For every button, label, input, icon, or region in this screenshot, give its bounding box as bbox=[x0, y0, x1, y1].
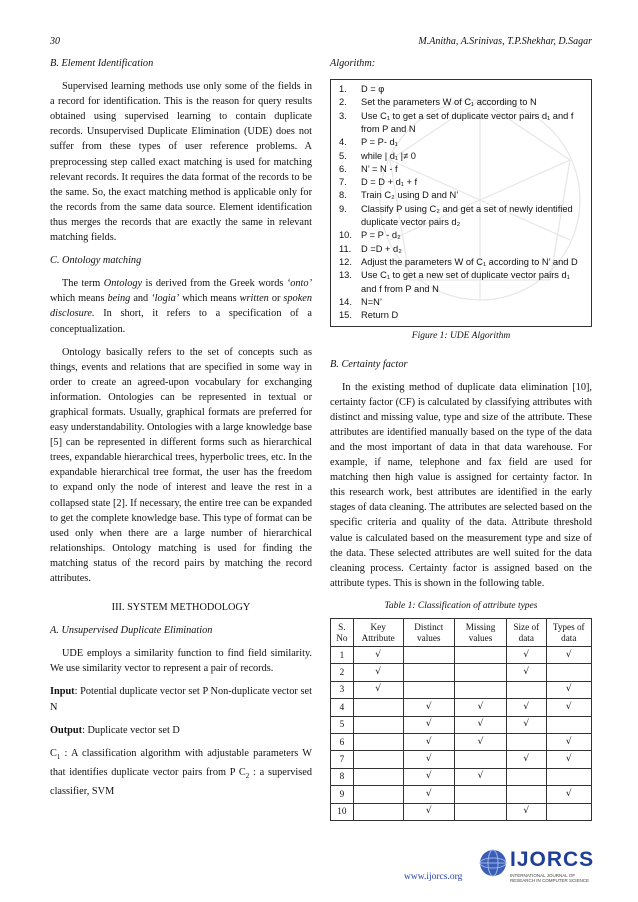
table-cell bbox=[353, 751, 403, 768]
table-cell bbox=[455, 647, 507, 664]
table-cell: 7 bbox=[331, 751, 354, 768]
algorithm-step-text: Classify P using C₂ and get a set of newly identified duplicate vector pairs d₂ bbox=[361, 203, 573, 228]
table-header-cell: Distinct values bbox=[403, 619, 455, 647]
algorithm-step-text: Use C₁ to get a set of duplicate vector pairs d₁ and f from P and N bbox=[361, 110, 574, 134]
algorithm-step-number: 1. bbox=[339, 84, 347, 95]
table-cell: √ bbox=[403, 786, 455, 803]
table-cell: √ bbox=[403, 716, 455, 733]
table-cell: 6 bbox=[331, 733, 354, 750]
table-cell: 2 bbox=[331, 664, 354, 681]
algorithm-step-text: D =D + d₂ bbox=[361, 243, 402, 254]
algorithm-step-text: Train C₂ using D and N’ bbox=[361, 190, 459, 201]
table-cell: √ bbox=[507, 803, 546, 820]
table-cell: √ bbox=[455, 733, 507, 750]
table-cell bbox=[507, 786, 546, 803]
table-cell bbox=[546, 803, 592, 820]
table-cell: √ bbox=[455, 768, 507, 785]
table-cell bbox=[455, 786, 507, 803]
table-cell: √ bbox=[507, 699, 546, 716]
table-cell: √ bbox=[455, 699, 507, 716]
table-row bbox=[331, 647, 592, 664]
table-row bbox=[331, 751, 592, 768]
algorithm-step-text: Set the parameters W of C₁ according to N bbox=[361, 97, 537, 108]
table-header-row bbox=[331, 619, 592, 647]
table-cell: √ bbox=[455, 716, 507, 733]
table-cell: 9 bbox=[331, 786, 354, 803]
section-title: A. Unsupervised Duplicate Elimination bbox=[50, 625, 213, 637]
paragraph: In the existing method of duplicate data elimination [10], certainty factor (CF) is calculated by classifying attributes with distinct and missing value, type and size of the attribute. These attributes are identified manually based on the type of the data and the most important of data in that data warehouse. For example, if name, telephone and fax field are used for matching then high value is assigned for certainty factor. In this research work, best attributes are identified in the early stages of data cleaning. The attributes are selected based on the specific criteria and quality of the data. Attribute threshold value is calculated based on the measurement type and size of the data. These selected attributes are well suited for the data cleaning process. Certainty factor is assigned based on the attribute types. This is shown in the following table. bbox=[330, 381, 592, 589]
right-column bbox=[330, 56, 592, 821]
table-cell: √ bbox=[353, 647, 403, 664]
logo-subtitle: INTERNATIONAL JOURNAL OF RESEARCH IN COMPUTER SCIENCE bbox=[510, 873, 590, 883]
attribute-table bbox=[330, 618, 592, 821]
table-header-cell: S. No bbox=[331, 619, 354, 647]
figure-caption: Figure 1: UDE Algorithm bbox=[411, 331, 511, 342]
table-row bbox=[331, 768, 592, 785]
table-cell: √ bbox=[353, 664, 403, 681]
journal-logo bbox=[478, 846, 598, 886]
paragraph: The term Ontology is derived from the Greek words ‘onto’ which means being and ‘logia’ which means written or spoken disclosure. In short, it refers to a specification of a conceptualization. bbox=[50, 278, 312, 335]
table-cell: √ bbox=[507, 751, 546, 768]
algorithm-step-number: 3. bbox=[339, 110, 347, 121]
algorithm-step bbox=[339, 110, 581, 137]
table-cell: √ bbox=[546, 681, 592, 698]
table-row bbox=[331, 733, 592, 750]
algorithm-step-text: Return D bbox=[361, 310, 399, 321]
table-cell bbox=[507, 681, 546, 698]
table-row bbox=[331, 803, 592, 820]
table-cell: √ bbox=[403, 733, 455, 750]
table-cell bbox=[353, 768, 403, 785]
page-number: 30 bbox=[50, 36, 60, 47]
table-row bbox=[331, 681, 592, 698]
algorithm-step-number: 5. bbox=[339, 150, 347, 161]
table-cell bbox=[403, 664, 455, 681]
table-cell: 3 bbox=[331, 681, 354, 698]
algorithm-step-number: 14. bbox=[339, 296, 352, 307]
algorithm-step-number: 2. bbox=[339, 97, 347, 108]
algorithm-step-text: N’ = N - f bbox=[361, 163, 398, 174]
table-cell: √ bbox=[546, 733, 592, 750]
algorithm-step bbox=[339, 176, 581, 189]
table-cell: √ bbox=[546, 751, 592, 768]
algorithm-step bbox=[339, 256, 581, 269]
algorithm-step-text: Use C₁ to get a new set of duplicate vector pairs d₁ and f from P and N bbox=[361, 270, 570, 294]
left-column bbox=[50, 56, 312, 807]
algorithm-step bbox=[339, 243, 581, 256]
table-cell: 5 bbox=[331, 716, 354, 733]
paragraph: Supervised learning methods use only some of the fields in a record for identification. This is the reason for query results obtained using supervised learning to contain duplicate records. Unsupervised Duplicate Elimination (UDE) does not suffer from these types of user reference problems. A preprocessing step called exact matching is used for matching relevant records. It requires the data format of the records to be the same. So, the exact matching method is applicable only for the records from the same data source. Element identification thus merges the records that are exactly the same in relevant matching fields. bbox=[50, 81, 312, 244]
table-cell: √ bbox=[403, 803, 455, 820]
table-cell bbox=[455, 681, 507, 698]
algorithm-step-number: 12. bbox=[339, 256, 352, 267]
table-header-cell: Missing values bbox=[455, 619, 507, 647]
algorithm-step bbox=[339, 309, 581, 322]
algorithm-step-text: D = φ bbox=[361, 84, 385, 95]
table-cell: √ bbox=[507, 647, 546, 664]
section-title: B. Certainty factor bbox=[330, 358, 408, 370]
algorithm-step bbox=[339, 96, 581, 109]
algorithm-step-text: Adjust the parameters W of C₁ according to N’ and D bbox=[361, 256, 578, 267]
algorithm-step bbox=[339, 163, 581, 176]
table-cell bbox=[353, 786, 403, 803]
table-cell: √ bbox=[507, 716, 546, 733]
algorithm-step bbox=[339, 229, 581, 242]
table-row bbox=[331, 786, 592, 803]
journal-url-link[interactable]: www.ijorcs.org bbox=[404, 872, 463, 882]
table-cell bbox=[507, 768, 546, 785]
algorithm-step bbox=[339, 150, 581, 163]
algorithm-step-number: 4. bbox=[339, 137, 347, 148]
table-cell: √ bbox=[353, 681, 403, 698]
table-cell bbox=[353, 699, 403, 716]
algorithm-step bbox=[339, 296, 581, 309]
algorithm-step-number: 7. bbox=[339, 177, 347, 188]
table-cell: 1 bbox=[331, 647, 354, 664]
algorithm-step-text: while | d₁ |≠ 0 bbox=[361, 150, 416, 161]
algorithm-step-number: 8. bbox=[339, 190, 347, 201]
table-cell: √ bbox=[403, 699, 455, 716]
classifier-definition: $C_1$ : A classification algorithm with adjustable parameters W that identifies duplicate vector pairs from P $C_2$ : a supervised classifier, SVM bbox=[50, 747, 312, 798]
algorithm-step-text: P = P - d₂ bbox=[361, 230, 401, 241]
table-cell bbox=[455, 751, 507, 768]
table-cell: √ bbox=[507, 664, 546, 681]
algorithm-step-number: 9. bbox=[339, 203, 347, 214]
algorithm-step-text: D = D + d₁ + f bbox=[361, 177, 418, 188]
table-cell bbox=[353, 733, 403, 750]
table-header-cell: Size of data bbox=[507, 619, 546, 647]
table-cell: 4 bbox=[331, 699, 354, 716]
table-cell bbox=[455, 803, 507, 820]
algorithm-step-number: 11. bbox=[339, 243, 352, 254]
algorithm-step-number: 15. bbox=[339, 310, 352, 321]
table-cell bbox=[507, 733, 546, 750]
table-cell bbox=[455, 664, 507, 681]
algorithm-step bbox=[339, 269, 581, 296]
table-row bbox=[331, 699, 592, 716]
table-row bbox=[331, 664, 592, 681]
table-cell bbox=[403, 681, 455, 698]
logo-text: IJORCS bbox=[510, 848, 595, 871]
table-cell: √ bbox=[403, 751, 455, 768]
table-cell: 10 bbox=[331, 803, 354, 820]
algorithm-box bbox=[330, 79, 592, 327]
algorithm-step bbox=[339, 83, 581, 96]
table-cell bbox=[546, 664, 592, 681]
algorithm-step-text: P = P- d₁ bbox=[361, 137, 398, 148]
running-header-authors: M.Anitha, A.Srinivas, T.P.Shekhar, D.Sagar bbox=[418, 36, 592, 47]
section-title: B. Element Identification bbox=[50, 58, 154, 69]
table-cell bbox=[403, 647, 455, 664]
table-cell bbox=[546, 716, 592, 733]
table-cell bbox=[353, 803, 403, 820]
globe-icon bbox=[478, 848, 508, 878]
table-header-cell: Types of data bbox=[546, 619, 592, 647]
section-heading: III. SYSTEM METHODOLOGY bbox=[111, 602, 251, 614]
paragraph: Ontology basically refers to the set of concepts such as things, events and relations that are specified in some way in order to create an agreed-upon vocabulary for exchanging information. Ontologies can be represented in textual or graphical formats. Usually, graphical formats are preferred for easy understandability. Ontologies with a large knowledge base [5] can be represented in different forms such as hierarchical trees, expandable hierarchical trees, hyperbolic trees, etc. In the expandable hierarchical tree format, the user has the freedom to expand only the node of interest and leave the rest in a collapsed state [2]. If necessary, the entire tree can be expanded to get the complete knowledge base. This type of format can be used only when there are a large number of hierarchical relationships. Ontology matching is used for finding the matching status of the record pairs by matching the record attributes. bbox=[50, 346, 312, 584]
table-caption: Table 1: Classification of attribute types bbox=[384, 600, 538, 611]
table-cell: √ bbox=[403, 768, 455, 785]
algorithm-step-text: N=N’ bbox=[361, 296, 382, 307]
paragraph: UDE employs a similarity function to find field similarity. We use similarity vector to represent a pair of records. bbox=[50, 648, 312, 675]
table-cell: √ bbox=[546, 786, 592, 803]
table-cell: √ bbox=[546, 647, 592, 664]
algorithm-step bbox=[339, 136, 581, 149]
table-cell bbox=[546, 768, 592, 785]
output-definition: Output: Duplicate vector set D bbox=[50, 724, 180, 736]
table-header-cell: Key Attribute bbox=[353, 619, 403, 647]
table-cell: 8 bbox=[331, 768, 354, 785]
section-title: C. Ontology matching bbox=[50, 255, 142, 267]
algorithm-step-number: 13. bbox=[339, 270, 352, 281]
algorithm-step bbox=[339, 203, 581, 230]
table-row bbox=[331, 716, 592, 733]
algorithm-step-number: 6. bbox=[339, 163, 347, 174]
input-definition: Input: Potential duplicate vector set P Non-duplicate vector set N bbox=[50, 686, 312, 713]
algorithm-step-number: 10. bbox=[339, 230, 352, 241]
table-cell bbox=[353, 716, 403, 733]
table-cell: √ bbox=[546, 699, 592, 716]
algorithm-title: Algorithm: bbox=[330, 58, 376, 69]
algorithm-step bbox=[339, 189, 581, 202]
table-body bbox=[331, 647, 592, 821]
